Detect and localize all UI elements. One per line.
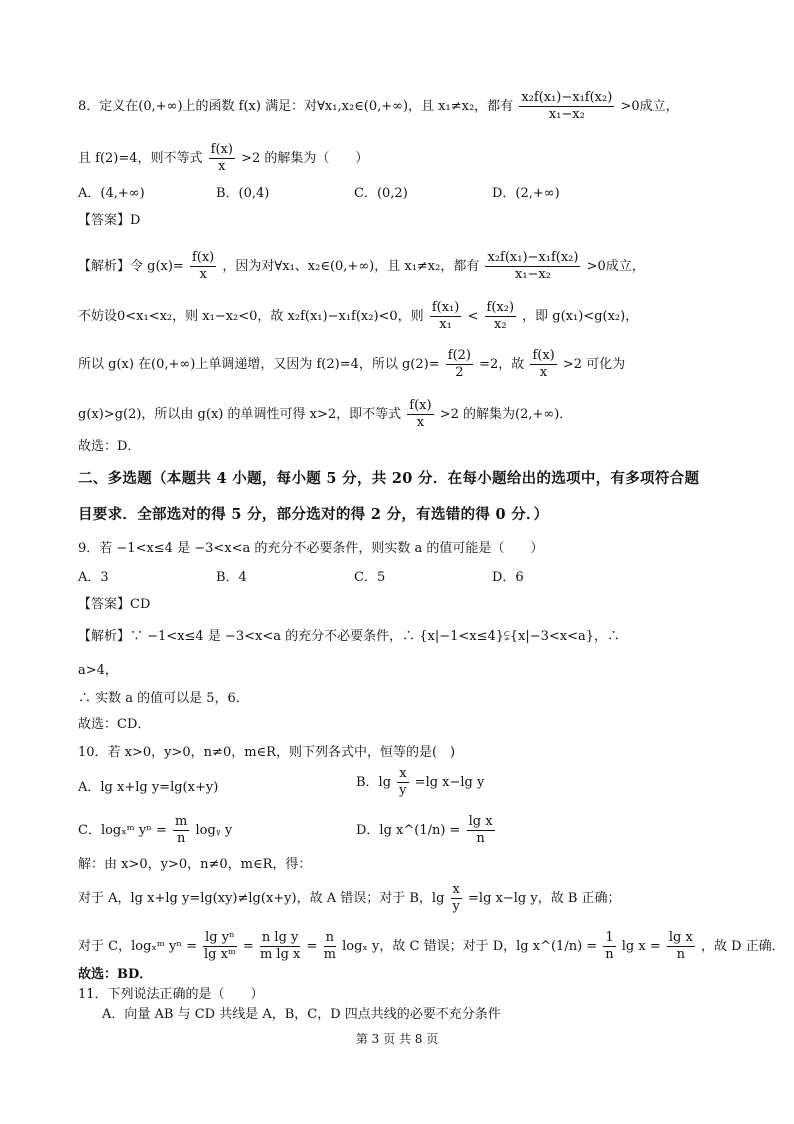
fraction-numerator: f(x) xyxy=(409,398,432,413)
q8-explanation-line1 xyxy=(78,250,645,283)
fraction-numerator: lg x xyxy=(468,814,493,829)
q8-explanation-line3 xyxy=(78,348,625,381)
fraction-numerator: 1 xyxy=(605,930,614,945)
fraction-numerator: f(x₂) xyxy=(486,300,515,315)
fraction xyxy=(467,814,495,847)
fraction-numerator: f(x) xyxy=(191,250,215,265)
q8-stem2-text: 且 f(2)=4，则不等式 xyxy=(78,151,203,166)
q9-explanation-line3: ∴ 实数 a 的值可以是 5，6． xyxy=(78,691,249,706)
q8-explanation-line4 xyxy=(78,398,572,431)
fraction-numerator: f(x) xyxy=(210,142,233,157)
fraction xyxy=(485,300,517,333)
q10-solution-line2 xyxy=(78,930,785,963)
q8-stem-text: 8．定义在(0,+∞)上的函数 f(x) 满足：对∀x₁,x₂∈(0,+∞)，且 x₁≠x₂，都有 xyxy=(78,99,514,114)
text: logₓ y，故 C 错误；对于 D，lg x^(1/n) = xyxy=(342,939,598,954)
text: = xyxy=(242,939,254,954)
fraction-numerator: x₂f(x₁)−x₁f(x₂) xyxy=(487,250,579,265)
text: g(x)>g(2)，所以由 g(x) 的单调性可得 x>2，即不等式 xyxy=(78,407,402,422)
fraction-denominator: n xyxy=(176,831,186,846)
text: 对于 A，lg x+lg y=lg(xy)≠lg(x+y)，故 A 错误；对于 B，lg xyxy=(78,891,445,906)
section2-heading-line2: 目要求．全部选对的得 5 分，部分选对的得 2 分，有选错的得 0 分．） xyxy=(78,506,549,523)
q10-option-b xyxy=(356,766,484,799)
q9-stem: 9．若 −1<x≤4 是 −3<x<a 的充分不必要条件，则实数 a 的值可能是（ ） xyxy=(78,541,544,556)
fraction-denominator: x xyxy=(539,365,548,380)
text: >2 的解集为(2,+∞)． xyxy=(439,407,573,422)
fraction-numerator: x₂f(x₁)−x₁f(x₂) xyxy=(521,90,613,105)
fraction-numerator: x xyxy=(399,766,407,781)
fraction xyxy=(260,930,300,963)
q8-answer: 【答案】D xyxy=(78,213,141,228)
fraction xyxy=(324,930,336,963)
q8-stem-tail: >0成立， xyxy=(620,99,679,114)
fraction xyxy=(397,766,408,799)
fraction xyxy=(407,398,433,431)
q8-option-a: A．(4,+∞) xyxy=(78,186,145,201)
q9-option-b: B．4 xyxy=(216,570,247,585)
fraction-denominator: n xyxy=(605,947,614,962)
q8-choice: 故选：D． xyxy=(78,439,141,454)
fraction-denominator: x₁ xyxy=(439,317,452,332)
fraction-denominator: x₂ xyxy=(493,317,507,332)
fraction-denominator: x xyxy=(218,159,226,174)
q9-option-a: A．3 xyxy=(78,570,109,585)
fraction-denominator: y xyxy=(399,783,407,798)
fraction xyxy=(485,250,580,283)
text: = xyxy=(306,939,318,954)
q9-option-c: C．5 xyxy=(354,570,386,585)
q8-stem2-tail: >2 的解集为（ ） xyxy=(241,151,369,166)
fraction-denominator: x₁−x₂ xyxy=(548,107,585,122)
text: ，即 g(x₁)<g(x₂)， xyxy=(522,309,639,324)
fraction-denominator: x xyxy=(416,415,425,430)
page-footer: 第 3 页 共 8 页 xyxy=(355,1032,439,1046)
fraction-numerator: f(2) xyxy=(447,348,471,363)
fraction-numerator: lg yⁿ xyxy=(205,930,235,945)
text: =lg x−lg y，故 B 正确； xyxy=(468,891,621,906)
text: logᵧ y xyxy=(195,823,233,838)
fraction xyxy=(203,930,237,963)
text: 所以 g(x) 在(0,+∞)上单调递增，又因为 f(2)=4，所以 g(2)= xyxy=(78,357,440,372)
fraction-denominator: n xyxy=(476,831,485,846)
q8-stem-fraction xyxy=(519,90,614,123)
fraction xyxy=(530,348,556,381)
section2-heading-line1: 二、多选题（本题共 4 小题，每小题 5 分，共 20 分．在每小题给出的选项中，有多项符合题 xyxy=(78,470,700,487)
fraction-numerator: n lg y xyxy=(261,930,299,945)
q10-stem: 10．若 x>0，y>0，n≠0，m∈R，则下列各式中，恒等的是( ) xyxy=(78,745,456,760)
fraction xyxy=(190,250,216,283)
fraction-denominator: m lg x xyxy=(259,947,301,962)
fraction-numerator: lg x xyxy=(668,930,693,945)
fraction-denominator: lg xᵐ xyxy=(203,947,236,962)
q8-stem2-fraction xyxy=(209,142,235,175)
text: =2，故 xyxy=(479,357,525,372)
fraction xyxy=(667,930,695,963)
fraction xyxy=(451,882,462,915)
q8-option-c: C．(0,2) xyxy=(354,186,408,201)
q10-solution-intro: 解：由 x>0，y>0，n≠0，m∈R，得： xyxy=(78,857,312,872)
fraction xyxy=(603,930,615,963)
fraction xyxy=(173,814,189,847)
fraction-numerator: n xyxy=(325,930,334,945)
fraction-numerator: m xyxy=(175,814,188,829)
text: lg x = xyxy=(621,939,661,954)
text: 不妨设0<x₁<x₂，则 x₁−x₂<0，故 x₂f(x₁)−x₁f(x₂)<0，则 xyxy=(78,309,424,324)
text: ，故 D 正确． xyxy=(700,939,785,954)
fraction-denominator: y xyxy=(452,899,460,914)
text: 【解析】令 g(x)= xyxy=(78,259,184,274)
q8-option-d: D．(2,+∞) xyxy=(492,186,560,201)
q10-option-c xyxy=(78,814,232,847)
q10-option-d xyxy=(356,814,497,847)
fraction-numerator: f(x) xyxy=(532,348,555,363)
q10-option-a: A．lg x+lg y=lg(x+y) xyxy=(78,780,219,795)
text: >2 可化为 xyxy=(562,357,626,372)
text: C．logₓᵐ yⁿ = xyxy=(78,823,167,838)
fraction-numerator: x xyxy=(452,882,460,897)
text: < xyxy=(467,309,479,324)
q9-choice: 故选：CD． xyxy=(78,717,151,732)
q9-explanation-line1: 【解析】∵ −1<x≤4 是 −3<x<a 的充分不必要条件，∴ {x|−1<x≤4}⫋{x|−3<x<a}，∴ xyxy=(78,629,621,644)
fraction xyxy=(446,348,473,381)
fraction-denominator: x xyxy=(199,267,207,282)
fraction-numerator: f(x₁) xyxy=(431,300,460,315)
q11-option-a: A．向量 AB 与 CD 共线是 A，B，C，D 四点共线的必要不充分条件 xyxy=(102,1007,501,1022)
q8-explanation-line2 xyxy=(78,300,638,333)
q9-option-d: D．6 xyxy=(492,570,524,585)
text: >0成立， xyxy=(586,259,645,274)
q10-solution-line1 xyxy=(78,882,621,915)
fraction-denominator: n xyxy=(676,947,686,962)
text: 对于 C，logₓᵐ yⁿ = xyxy=(78,939,197,954)
text: D．lg x^(1/n) = xyxy=(356,823,461,838)
text: B．lg xyxy=(356,775,392,790)
q8-stem-line2 xyxy=(78,142,368,175)
q8-stem-line1 xyxy=(78,90,679,123)
q8-option-b: B．(0,4) xyxy=(216,186,270,201)
fraction-denominator: m xyxy=(323,947,336,962)
text: =lg x−lg y xyxy=(414,775,485,790)
text: ，因为对∀x₁、x₂∈(0,+∞)，且 x₁≠x₂，都有 xyxy=(222,259,480,274)
q10-choice: 故选：BD． xyxy=(78,967,153,982)
fraction-denominator: x₁−x₂ xyxy=(514,267,551,282)
fraction xyxy=(430,300,462,333)
q11-stem: 11．下列说法正确的是（ ） xyxy=(78,987,264,1002)
q9-answer: 【答案】CD xyxy=(78,597,151,612)
q9-explanation-line2: a>4， xyxy=(78,663,118,678)
fraction-denominator: 2 xyxy=(455,365,464,380)
